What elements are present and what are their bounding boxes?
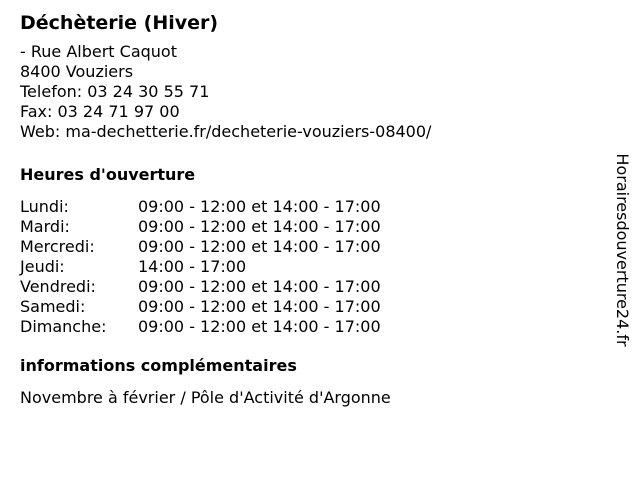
day-label: Mercredi: [20, 237, 95, 256]
web-line: Web: ma-dechetterie.fr/decheterie-vouziers-08400/ [20, 122, 432, 141]
hours-table [20, 197, 600, 337]
info-card [20, 9, 600, 408]
city-line: 8400 Vouziers [20, 62, 134, 81]
time-range: 09:00 - 12:00 et 14:00 - 17:00 [138, 297, 381, 316]
phone-line: Telefon: 03 24 30 55 71 [20, 82, 210, 101]
hours-row-thursday [20, 257, 600, 277]
time-range: 14:00 - 17:00 [138, 257, 247, 276]
hours-row-monday [20, 197, 600, 217]
day-label: Mardi: [20, 217, 70, 236]
time-range: 09:00 - 12:00 et 14:00 - 17:00 [138, 317, 381, 336]
hours-row-saturday [20, 297, 600, 317]
hours-row-sunday [20, 317, 600, 337]
hours-heading: Heures d'ouverture [20, 165, 196, 184]
time-range: 09:00 - 12:00 et 14:00 - 17:00 [138, 237, 381, 256]
hours-row-tuesday [20, 217, 600, 237]
day-label: Samedi: [20, 297, 86, 316]
day-label: Jeudi: [20, 257, 65, 276]
extra-info-text: Novembre à février / Pôle d'Activité d'Argonne [20, 388, 391, 407]
extra-info-heading: informations complémentaires [20, 356, 297, 375]
street-line: - Rue Albert Caquot [20, 42, 177, 61]
time-range: 09:00 - 12:00 et 14:00 - 17:00 [138, 277, 381, 296]
hours-row-wednesday [20, 237, 600, 257]
fax-line: Fax: 03 24 71 97 00 [20, 102, 180, 121]
page-title: Déchèterie (Hiver) [20, 12, 219, 34]
time-range: 09:00 - 12:00 et 14:00 - 17:00 [138, 217, 381, 236]
time-range: 09:00 - 12:00 et 14:00 - 17:00 [138, 197, 381, 216]
day-label: Dimanche: [20, 317, 107, 336]
hours-row-friday [20, 277, 600, 297]
day-label: Lundi: [20, 197, 69, 216]
address-block [20, 42, 600, 142]
day-label: Vendredi: [20, 277, 96, 296]
brand-watermark: Horairesdouverture24.fr [613, 153, 632, 347]
